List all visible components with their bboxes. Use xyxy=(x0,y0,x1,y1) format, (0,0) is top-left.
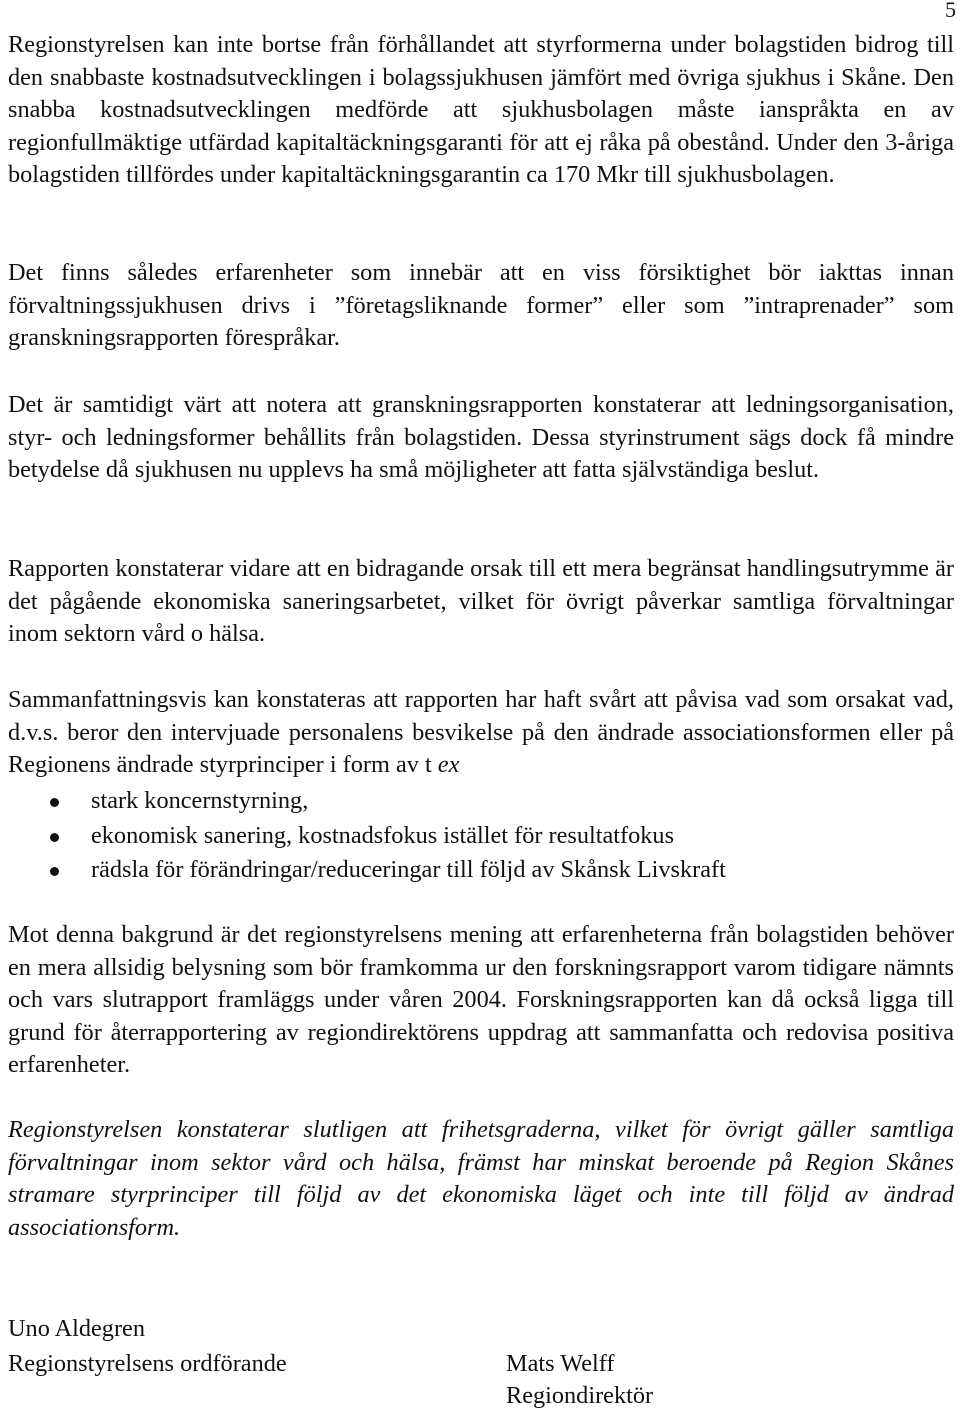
page-number: 5 xyxy=(945,0,956,22)
sammanfattning-text: Sammanfattningsvis kan konstateras att rapporten har haft svårt att påvisa vad som orsakat vad, d.v.s. beror den intervjuade personalens besvikelse på den ändrade associationsformen eller på Regionens ändrade styrprinciper i form av t xyxy=(8,686,954,779)
signature-left-title: Regionstyrelsens ordförande xyxy=(8,1350,287,1377)
bullet-icon xyxy=(50,833,59,842)
bullet-icon xyxy=(50,798,59,807)
list-item xyxy=(8,820,954,855)
paragraph-sammanfattning xyxy=(8,684,954,782)
signature-right-name: Mats Welff xyxy=(506,1350,615,1377)
sammanfattning-italic-ex: ex xyxy=(437,751,460,779)
list-item-text: rädsla för förändringar/reduceringar till följd av Skånsk Livskraft xyxy=(91,856,726,884)
signature-right-title: Regiondirektör xyxy=(506,1382,654,1409)
paragraph-bolagstiden-kostnadsutveckling: Regionstyrelsen kan inte bortse från förhållandet att styrformerna under bolagstiden bidrog till den snabbaste kostnadsutvecklingen i bolagssjukhusen jämfört med övriga sjukhus i Skåne. Den snabba kostnadsutvecklingen medförde att sjukhusbolagen måste ianspråkta en av regionfullmäktige utfärdad kapitaltäckningsgaranti för att ej råka på obestånd. Under den 3-åriga bolagstiden tillfördes under kapitaltäckningsgarantin ca 170 Mkr till sjukhusbolagen. xyxy=(8,31,954,189)
paragraph-bakgrund: Mot denna bakgrund är det regionstyrelsens mening att erfarenheterna från bolagstiden behöver en mera allsidig belysning som bör framkomma ur den forskningsrapport varom tidigare nämnts och vars slutrapport framläggs under våren 2004. Forskningsrapporten kan då också ligga till grund för återrapportering av regiondirektörens uppdrag att sammanfatta och redovisa positiva erfarenheter. xyxy=(8,921,954,1079)
paragraph-forsiktighet: Det finns således erfarenheter som innebär att en viss försiktighet bör iakttas innan förvaltningssjukhusen drivs i ”företagsliknande former” eller som ”intraprenader” som granskningsrapporten förespråkar. xyxy=(8,259,954,352)
bullet-list xyxy=(8,785,954,889)
paragraph-saneringsarbete: Rapporten konstaterar vidare att en bidragande orsak till ett mera begränsat handlingsutrymme är det pågående ekonomiska saneringsarbetet, vilket för övrigt påverkar samtliga förvaltningar inom sektorn vård o hälsa. xyxy=(8,555,954,648)
paragraph-ledningsorganisation: Det är samtidigt värt att notera att granskningsrapporten konstaterar att ledningsorganisation, styr- och ledningsformer behållits från bolagstiden. Dessa styrinstrument sägs dock få mindre betydelse då sjukhusen nu upplevs ha små möjligheter att fatta självständiga beslut. xyxy=(8,391,954,484)
list-item xyxy=(8,854,954,889)
list-item-text: stark koncernstyrning, xyxy=(91,787,309,814)
list-item xyxy=(8,785,954,820)
list-item-text: ekonomisk sanering, kostnadsfokus istället för resultatfokus xyxy=(91,821,675,849)
signature-left-name: Uno Aldegren xyxy=(8,1315,145,1342)
bullet-icon xyxy=(50,867,59,876)
paragraph-slutsats: Regionstyrelsen konstaterar slutligen att frihetsgraderna, vilket för övrigt gäller samtliga förvaltningar inom sektor vård och hälsa, främst har minskat beroende på Region Skånes stramare styrprinciper till följd av det ekonomiska läget och inte till följd av ändrad associationsform. xyxy=(8,1116,954,1241)
